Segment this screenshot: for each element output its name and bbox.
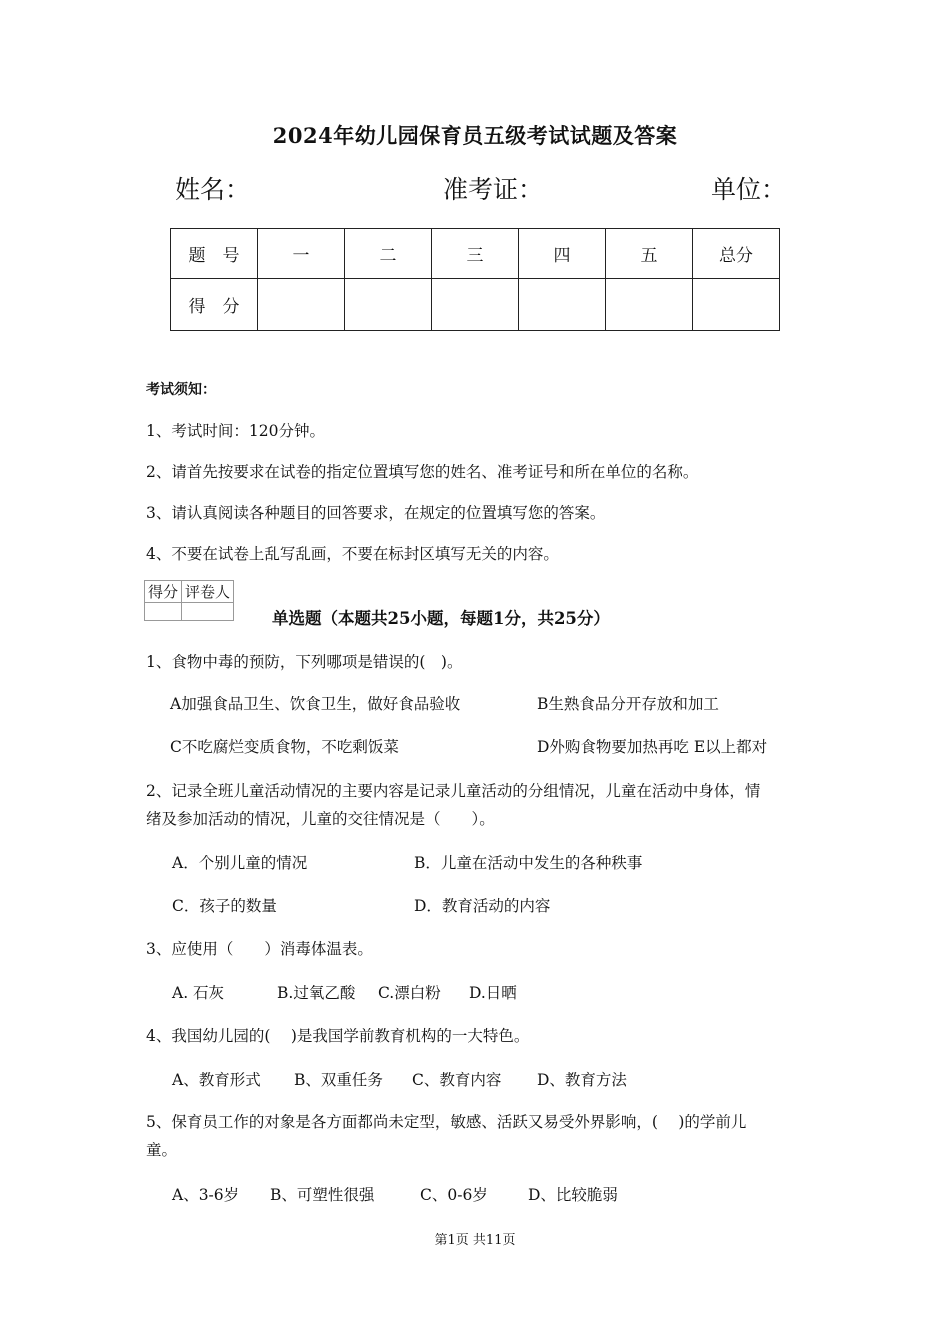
question-stem: 5、保育员工作的对象是各方面都尚未定型，敏感、活跃又易受外界影响，( )的学前儿 <box>146 1113 747 1131</box>
score-input-cell[interactable] <box>258 279 345 331</box>
option-a: A、3-6岁 <box>172 1186 240 1204</box>
score-table-header-row <box>171 229 780 279</box>
option-a: A加强食品卫生、饮食卫生，做好食品验收 <box>170 695 461 713</box>
score-table-cell: 二 <box>345 229 432 279</box>
score-table-cell: 五 <box>606 229 693 279</box>
score-input-cell[interactable] <box>432 279 519 331</box>
option-d: D外购食物要加热再吃 E以上都对 <box>537 738 768 756</box>
option-c: C、0-6岁 <box>420 1186 488 1204</box>
option-c: C、教育内容 <box>412 1071 502 1089</box>
option-d: D.日晒 <box>469 984 517 1002</box>
option-a: A、教育形式 <box>172 1071 261 1089</box>
grader-box <box>144 580 234 621</box>
question-stem-continued: 童。 <box>146 1141 178 1159</box>
option-b: B生熟食品分开存放和加工 <box>537 695 719 713</box>
name-label: 姓名： <box>175 175 251 204</box>
score-table-cell: 一 <box>258 229 345 279</box>
score-table-cell: 三 <box>432 229 519 279</box>
option-b: B、可塑性很强 <box>270 1186 375 1204</box>
option-d: D、教育方法 <box>537 1071 627 1089</box>
score-table-cell: 四 <box>519 229 606 279</box>
notice-title: 考试须知： <box>146 382 216 398</box>
option-d: D、比较脆弱 <box>528 1186 618 1204</box>
notice-item: 1、考试时间：120分钟。 <box>146 422 325 440</box>
exam-number-label: 准考证： <box>443 175 544 204</box>
option-a: A. 石灰 <box>172 984 225 1002</box>
score-table-cell: 题 号 <box>171 229 258 279</box>
grader-score-label: 得分 <box>145 581 182 603</box>
question-stem: 3、应使用（ ）消毒体温表。 <box>146 940 373 958</box>
page-title: 2024年幼儿园保育员五级考试试题及答案 <box>272 123 678 148</box>
notice-item: 4、不要在试卷上乱写乱画，不要在标封区填写无关的内容。 <box>146 545 559 563</box>
option-d: D．教育活动的内容 <box>414 897 551 915</box>
question-stem: 2、记录全班儿童活动情况的主要内容是记录儿童活动的分组情况，儿童在活动中身体，情 <box>146 782 761 800</box>
score-input-cell[interactable] <box>519 279 606 331</box>
question-stem: 4、我国幼儿园的( )是我国学前教育机构的一大特色。 <box>146 1027 530 1045</box>
score-table-score-row <box>171 279 780 331</box>
question-stem-continued: 绪及参加活动的情况，儿童的交往情况是（ ）。 <box>146 810 495 828</box>
option-b: B．儿童在活动中发生的各种秩事 <box>414 854 643 872</box>
option-c: C不吃腐烂变质食物，不吃剩饭菜 <box>170 738 399 756</box>
option-a: A．个别儿童的情况 <box>172 854 308 872</box>
page-footer: 第1页 共11页 <box>434 1233 516 1248</box>
option-c: C．孩子的数量 <box>172 897 277 915</box>
option-b: B.过氧乙酸 <box>277 984 356 1002</box>
score-table <box>170 228 780 331</box>
score-input-cell[interactable] <box>693 279 780 331</box>
option-b: B、双重任务 <box>294 1071 383 1089</box>
notice-item: 2、请首先按要求在试卷的指定位置填写您的姓名、准考证号和所在单位的名称。 <box>146 463 699 481</box>
grader-name-cell[interactable] <box>182 603 234 621</box>
option-c: C.漂白粉 <box>378 984 441 1002</box>
score-input-cell[interactable] <box>606 279 693 331</box>
score-table-cell: 总分 <box>693 229 780 279</box>
notice-item: 3、请认真阅读各种题目的回答要求，在规定的位置填写您的答案。 <box>146 504 606 522</box>
question-stem: 1、食物中毒的预防，下列哪项是错误的( )。 <box>146 653 463 671</box>
grader-score-cell[interactable] <box>145 603 182 621</box>
score-input-cell[interactable] <box>345 279 432 331</box>
unit-label: 单位： <box>711 175 787 204</box>
score-row-label: 得 分 <box>171 279 258 331</box>
section-title: 单选题（本题共25小题，每题1分，共25分） <box>272 609 610 628</box>
grader-name-label: 评卷人 <box>182 581 234 603</box>
